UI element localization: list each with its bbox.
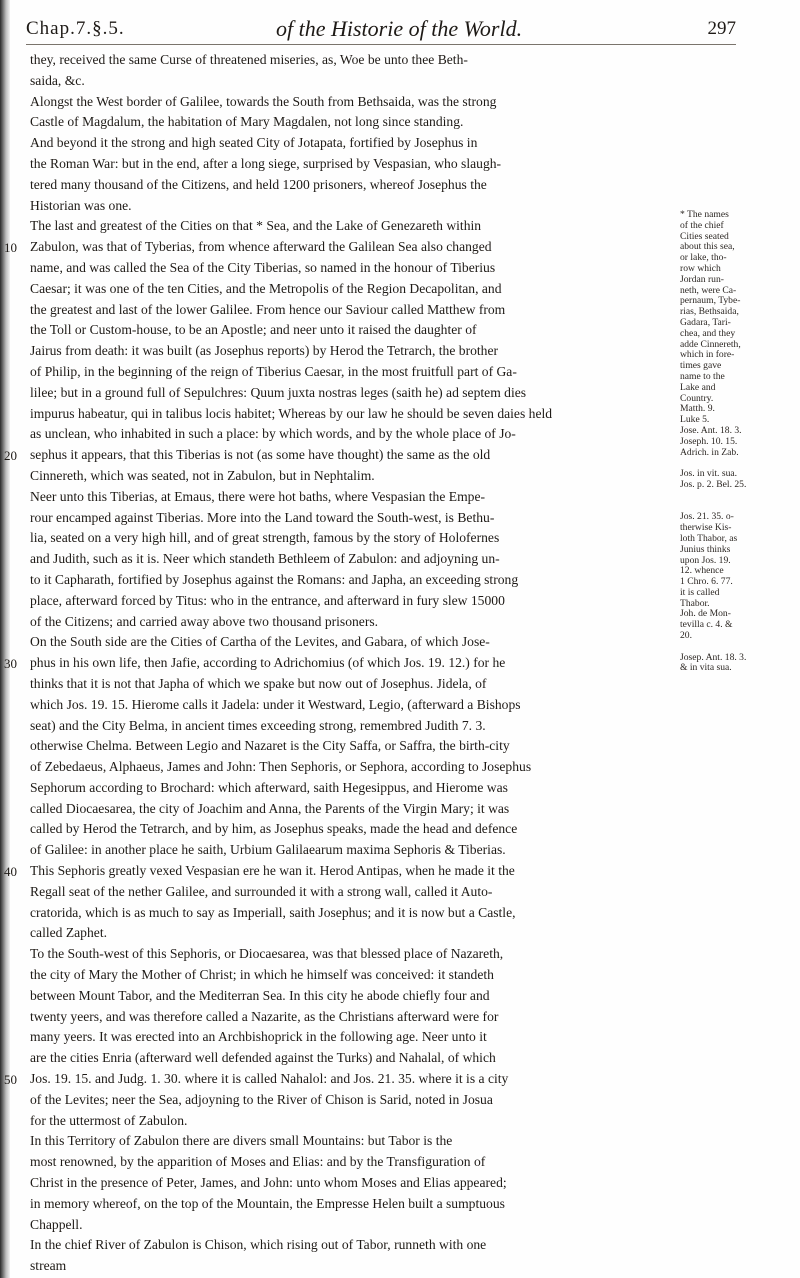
text-line: called by Herod the Tetrarch, and by him, as Josephus speaks, made the head and defence (30, 821, 518, 837)
text-line: And beyond it the strong and high seated City of Jotapata, fortified by Josephus in (30, 135, 478, 151)
text-line: the greatest and last of the lower Galilee. From hence our Saviour called Matthew from (30, 301, 506, 317)
text-line: called Diocaesarea, the city of Joachim and Anna, the Parents of the Virgin Mary; it was (30, 800, 510, 816)
margin-note-line: therwise Kis- (680, 523, 732, 534)
text-line: many yeers. It was erected into an Archbishoprick in the following age. Neer unto it (30, 1029, 487, 1045)
text-line: On the South side are the Cities of Cartha of the Levites, and Gabara, of which Jose- (30, 634, 490, 650)
text-line: Caesar; it was one of the ten Cities, and the Metropolis of the Region Decapolitan, and (30, 280, 502, 296)
text-line: Jos. 19. 15. and Judg. 1. 30. where it is called Nahalol: and Jos. 21. 35. where it is a city (30, 1071, 509, 1087)
line-number: 30 (4, 656, 17, 672)
text-line: and Judith, such as it is. Neer which standeth Bethleem of Zabulon: and adjoyning un- (30, 551, 500, 567)
margin-note-line: * The names (680, 210, 729, 220)
margin-note-line: pernaum, Tybe- (680, 296, 741, 307)
line-number: 40 (4, 864, 17, 880)
margin-note-line: 1 Chro. 6. 77. (680, 577, 733, 588)
text-line: thinks that it is not that Japha of which we spake but now out of Josephus. Jidela, of (30, 675, 487, 691)
margin-note-line: about this sea, (680, 242, 735, 253)
margin-note-line: Joh. de Mon- (680, 609, 731, 620)
margin-note-line (680, 458, 796, 469)
text-line: the city of Mary the Mother of Christ; in which he himself was conceived: it standeth (30, 967, 494, 983)
text-line: To the South-west of this Sephoris, or Diocaesarea, was that blessed place of Nazareth, (30, 946, 504, 962)
text-line: saida, &c. (30, 72, 85, 88)
margin-note-line: Gadara, Tari- (680, 317, 731, 328)
margin-note-line: upon Jos. 19. (680, 555, 731, 566)
margin-note-line: neth, were Ca- (680, 285, 737, 296)
text-line: phus in his own life, then Jafie, according to Adrichomius (of which Jos. 19. 12.) for he (30, 655, 506, 671)
margin-note-line: it is called (680, 587, 720, 598)
margin-note-line: loth Thabor, as (680, 533, 738, 544)
text-line: seat) and the City Belma, in ancient times exceeding strong, remembred Judith 7. 3. (30, 717, 486, 733)
text-line: Zabulon, was that of Tyberias, from whence afterward the Galilean Sea also changed (30, 239, 492, 255)
margin-note-line: Jos. in vit. sua. (680, 469, 738, 480)
text-line: Regall seat of the nether Galilee, and surrounded it with a strong wall, called it Auto- (30, 883, 493, 899)
text-line: stream (30, 1258, 67, 1274)
header-rule (26, 44, 736, 45)
page-number: 297 (707, 18, 736, 39)
text-line: of the Levites; neer the Sea, adjoyning to the River of Chison is Sarid, noted in Josua (30, 1091, 493, 1107)
text-line: tered many thousand of the Citizens, and held 1200 prisoners, whereof Josephus the (30, 176, 487, 192)
text-line: Sephorum according to Brochard: which afterward, saith Hegesippus, and Hierome was (30, 779, 508, 795)
text-line: in memory whereof, on the top of the Mountain, the Empresse Helen built a sumptuous (30, 1195, 505, 1211)
text-line: sephus it appears, that this Tiberias is not (as some have thought) the same as the old (30, 447, 491, 463)
margin-note-line: Thabor. (680, 598, 710, 609)
text-line: lilee; but in a ground full of Sepulchres: Quum juxta nostras leges (saith he) ad septem dies (30, 384, 527, 400)
running-header (26, 14, 736, 44)
margin-note-line: Josep. Ant. 18. 3. (680, 652, 747, 663)
margin-note-line: Luke 5. (680, 415, 710, 426)
margin-note-line (680, 491, 796, 502)
margin-note-line: Adrich. in Zab. (680, 447, 739, 458)
margin-note-line: 12. whence (680, 566, 724, 577)
text-line: Neer unto this Tiberias, at Emaus, there were hot baths, where Vespasian the Empe- (30, 488, 486, 504)
text-line: of Philip, in the beginning of the reign of Tiberius Caesar, in the most fruitfull part of Ga- (30, 363, 517, 379)
margin-note-line: row which (680, 263, 721, 274)
text-line: Castle of Magdalum, the habitation of Mary Magdalen, not long since standing. (30, 114, 464, 130)
margin-note-line: Matth. 9. (680, 404, 715, 415)
text-line: place, afterward forced by Titus: who in the entrance, and afterward in fury slew 15000 (30, 592, 505, 608)
text-line: cratorida, which is as much to say as Imperiall, saith Josephus; and it is now but a Castle, (30, 904, 516, 920)
margin-note-line: Lake and (680, 382, 716, 393)
margin-note-line: & in vita sua. (680, 663, 732, 674)
margin-note-line: Country. (680, 393, 714, 404)
margin-note-line: or lake, tho- (680, 253, 727, 264)
margin-note-line: tevilla c. 4. & (680, 620, 733, 631)
text-line: for the uttermost of Zabulon. (30, 1112, 188, 1128)
line-number: 20 (4, 448, 17, 464)
margin-note-line (680, 642, 796, 653)
text-line: In the chief River of Zabulon is Chison, which rising out of Tabor, runneth with one (30, 1237, 487, 1253)
text-line: they, received the same Curse of threatened miseries, as, Woe be unto thee Beth- (30, 52, 468, 67)
margin-note-line: 20. (680, 631, 692, 642)
text-line: impurus habeatur, qui in talibus locis habitet; Whereas by our law he should be seven daies held (30, 405, 553, 421)
text-line: name, and was called the Sea of the City Tiberias, so named in the honour of Tiberius (30, 259, 496, 275)
margin-note-line: Jos. p. 2. Bel. 25. (680, 479, 747, 490)
text-line: called Zaphet. (30, 925, 107, 941)
running-title: of the Historie of the World. (276, 16, 523, 41)
line-number: 50 (4, 1072, 17, 1088)
text-line: This Sephoris greatly vexed Vespasian ere he wan it. Herod Antipas, when he made it the (30, 863, 515, 879)
margin-note-line: of the chief (680, 220, 724, 231)
margin-note-line: Jos. 21. 35. o- (680, 512, 734, 523)
text-line: Christ in the presence of Peter, James, and John: unto whom Moses and Elias appeared; (30, 1175, 507, 1191)
text-line: twenty yeers, and was therefore called a Nazarite, as the Christians afterward were for (30, 1008, 499, 1024)
margin-note-line: Joseph. 10. 15. (680, 436, 738, 447)
margin-note-line: Jose. Ant. 18. 3. (680, 425, 742, 436)
text-line: of Galilee: in another place he saith, Urbium Galilaearum maxima Sephoris & Tiberias. (30, 842, 506, 858)
text-line: which Jos. 19. 15. Hierome calls it Jadela: under it Westward, Legio, (afterward a Bishops (30, 696, 521, 712)
text-line: between Mount Tabor, and the Mediterran Sea. In this city he abode chiefly four and (30, 987, 490, 1003)
margin-note-line: which in fore- (680, 350, 735, 361)
line-number: 10 (4, 240, 17, 256)
text-line: Jairus from death: it was built (as Josephus reports) by Herod the Tetrarch, the brother (30, 343, 499, 359)
text-line: Historian was one. (30, 197, 132, 213)
margin-note-line: chea, and they (680, 328, 736, 339)
text-line: most renowned, by the apparition of Moses and Elias: and by the Transfiguration of (30, 1154, 486, 1170)
body-text (30, 50, 676, 1277)
text-line: the Roman War: but in the end, after a long siege, surprised by Vespasian, who slaugh- (30, 155, 502, 171)
text-line: The last and greatest of the Cities on that * Sea, and the Lake of Genezareth within (30, 218, 482, 234)
text-line: Cinnereth, which was seated, not in Zabulon, but in Nephtalim. (30, 467, 375, 483)
text-line: of the Citizens; and carried away above two thousand prisoners. (30, 613, 379, 629)
margin-note-line: times gave (680, 361, 722, 372)
text-line: rour encamped against Tiberias. More into the Land toward the South-west, is Bethu- (30, 509, 495, 525)
margin-note-line: Junius thinks (680, 544, 731, 555)
margin-notes (680, 210, 796, 674)
text-line: lia, seated on a very high hill, and of great strength, famous by the story of Holofernes (30, 530, 500, 546)
text-line: are the cities Enria (afterward well defended against the Turks) and Nahalal, of which (30, 1050, 496, 1066)
text-line: as unclean, who inhabited in such a place: by which words, and by the whole place of Jo- (30, 426, 516, 442)
text-line: In this Territory of Zabulon there are divers small Mountains: but Tabor is the (30, 1133, 453, 1149)
margin-note-line: name to the (680, 371, 725, 382)
text-line: of Zebedaeus, Alphaeus, James and John: Then Sephoris, or Sephora, according to Josephus (30, 759, 532, 775)
margin-note-line (680, 502, 796, 513)
text-line: otherwise Chelma. Between Legio and Nazaret is the City Saffa, or Saffra, the birth-city (30, 738, 510, 754)
chapter-reference: Chap.7.§.5. (26, 18, 125, 39)
margin-note-line: adde Cinnereth, (680, 339, 741, 350)
text-line: Chappell. (30, 1216, 83, 1232)
text-line: Alongst the West border of Galilee, towards the South from Bethsaida, was the strong (30, 93, 497, 109)
text-line: the Toll or Custom-house, to be an Apostle; and neer unto it raised the daughter of (30, 322, 477, 338)
margin-note-line: Cities seated (680, 231, 729, 242)
text-line: to it Capharath, fortified by Josephus against the Romans: and Japha, an exceeding strong (30, 571, 519, 587)
margin-note-line: Jordan run- (680, 274, 724, 285)
margin-note-line: rias, Bethsaida, (680, 307, 739, 318)
